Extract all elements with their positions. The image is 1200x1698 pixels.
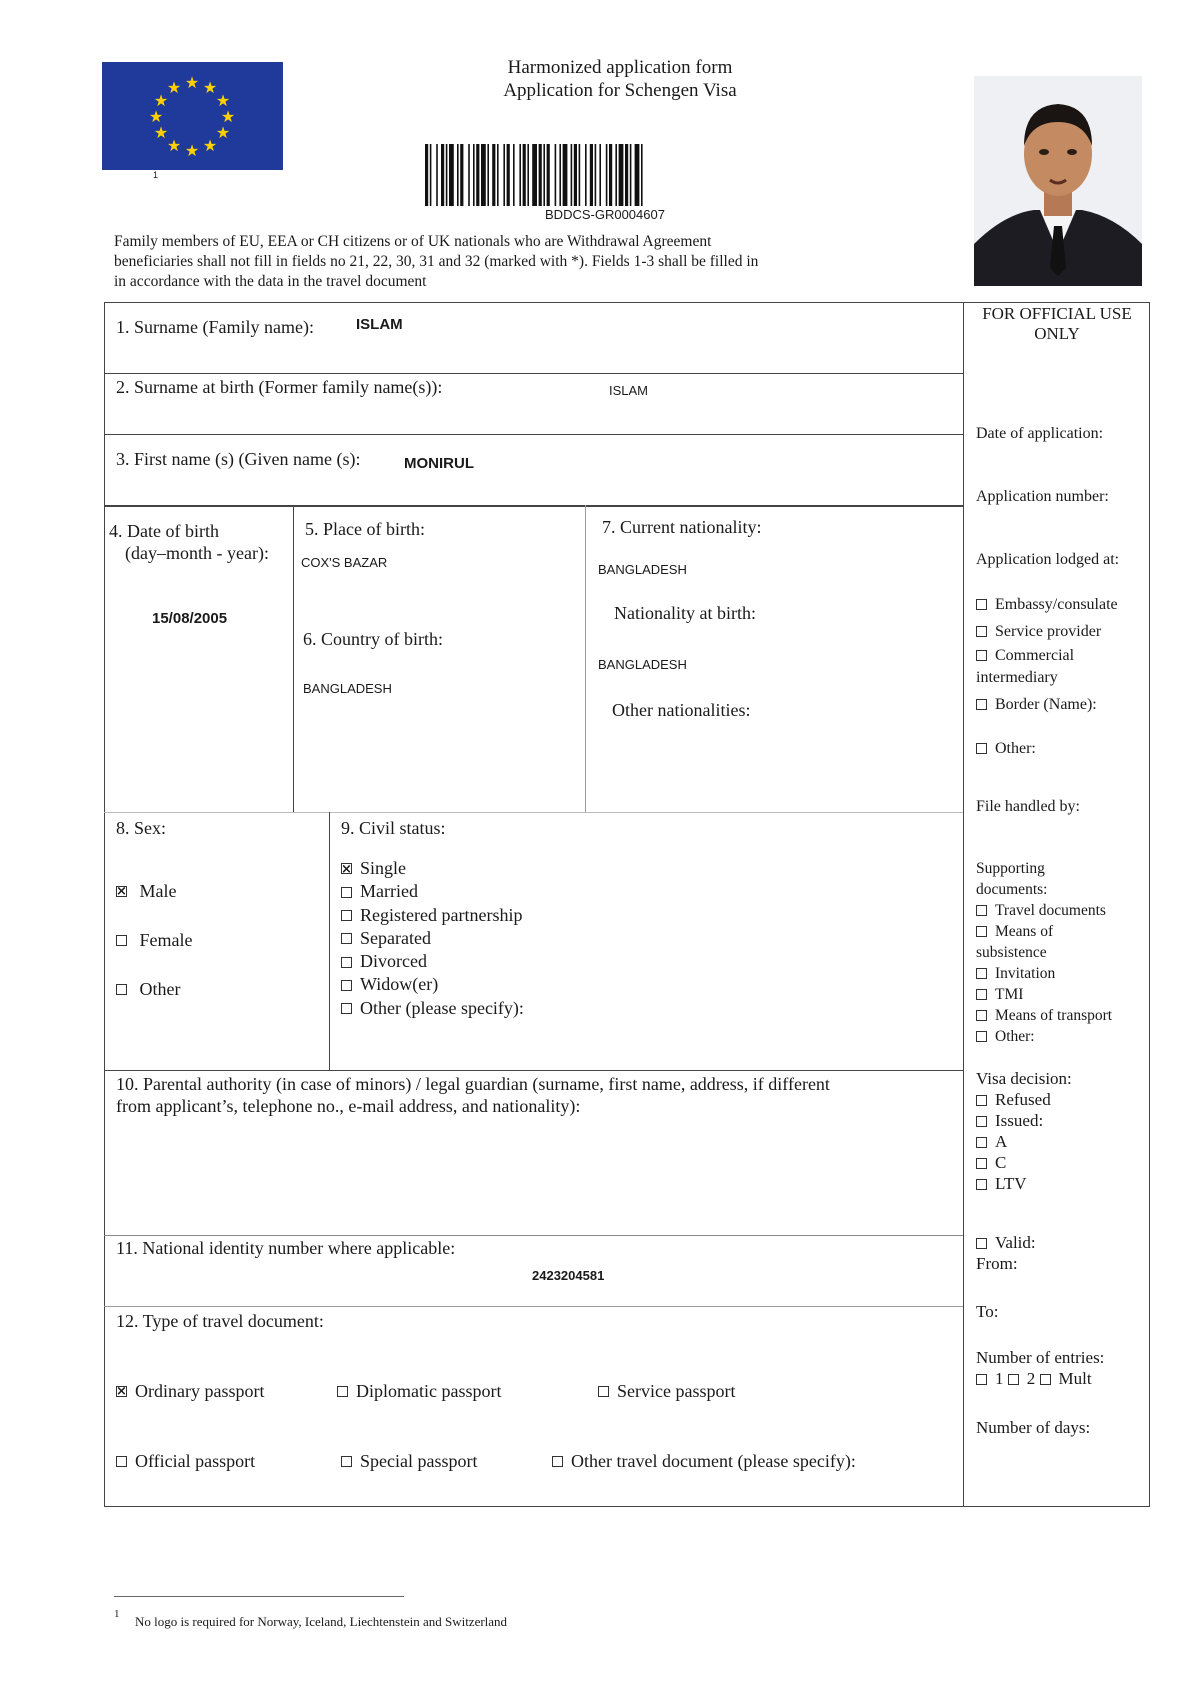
valid-checkbox[interactable] [976, 1232, 1036, 1253]
svg-text:★: ★ [220, 107, 236, 126]
valid-from [976, 1232, 1036, 1274]
nationality-at-birth-label: Nationality at birth: [614, 603, 756, 623]
parental-authority-label [116, 1073, 830, 1117]
visa-decision [976, 1068, 1072, 1194]
option-label: Registered partnership [360, 904, 523, 925]
option-label: Official passport [135, 1451, 256, 1471]
form-title [420, 56, 820, 102]
lodged-border[interactable] [976, 689, 1118, 721]
travel-doc-other[interactable] [552, 1450, 856, 1472]
option-label: 1 [995, 1369, 1004, 1388]
travel-doc-label: 12. Type of travel document: [116, 1311, 324, 1331]
file-handled-label: File handled by: [976, 798, 1080, 815]
civil-option-single[interactable] [341, 857, 524, 880]
decision-refused[interactable] [976, 1089, 1072, 1110]
option-label: Mult [1058, 1369, 1092, 1388]
svg-text:★: ★ [148, 107, 164, 126]
supporting-other[interactable] [976, 1026, 1112, 1047]
supporting-label-line: documents: [976, 881, 1048, 898]
option-label: TMI [995, 986, 1024, 1003]
application-number-label: Application number: [976, 488, 1109, 505]
checkbox-icon[interactable] [341, 1456, 352, 1467]
sex-label: 8. Sex: [116, 818, 167, 838]
nationality-label: 7. Current nationality: [602, 517, 762, 537]
checkbox-icon[interactable] [1008, 1374, 1019, 1385]
dob-label-line: 4. Date of birth [109, 521, 219, 541]
nationality-value[interactable]: BANGLADESH [598, 562, 687, 577]
civil-status-options [341, 857, 524, 1020]
option-label: Other: [995, 1028, 1035, 1045]
option-label: Refused [995, 1090, 1051, 1109]
supporting-means[interactable] [976, 921, 1112, 942]
supporting-travel-docs[interactable] [976, 900, 1112, 921]
option-label: Commercial [995, 647, 1075, 664]
entries-options [976, 1368, 1104, 1389]
checkbox-icon[interactable] [341, 957, 352, 968]
notice-line: in accordance with the data in the travel document [114, 273, 427, 290]
svg-text:★: ★ [202, 136, 218, 155]
civil-option-separated[interactable] [341, 927, 524, 950]
decision-ltv[interactable] [976, 1173, 1072, 1194]
lodged-service-provider[interactable] [976, 618, 1118, 645]
option-label: Divorced [360, 951, 427, 972]
checkbox-icon[interactable] [976, 699, 987, 710]
svg-text:★: ★ [202, 78, 218, 97]
checkbox-checked-icon[interactable] [116, 886, 127, 897]
number-of-days-label: Number of days: [976, 1418, 1091, 1437]
supporting-tmi[interactable] [976, 984, 1112, 1005]
checkbox-icon[interactable] [976, 1238, 987, 1249]
checkbox-checked-icon[interactable] [341, 863, 352, 874]
checkbox-icon[interactable] [976, 1374, 987, 1385]
travel-doc-official[interactable] [116, 1450, 255, 1472]
dob-label [109, 520, 269, 564]
svg-text:★: ★ [215, 123, 231, 142]
civil-option-partnership[interactable] [341, 904, 524, 927]
option-label: Travel documents [995, 902, 1106, 919]
parental-label-line: from applicant’s, telephone no., e-mail address, and nationality): [116, 1096, 581, 1116]
entries-label: Number of entries: [976, 1348, 1105, 1367]
eu-stars-icon [102, 62, 283, 170]
sex-option-female[interactable] [116, 929, 192, 951]
option-label: Other (please specify): [360, 997, 524, 1018]
option-label: A [995, 1132, 1008, 1151]
barcode [425, 144, 785, 206]
option-label: Means of transport [995, 1007, 1113, 1024]
checkbox-icon[interactable] [341, 933, 352, 944]
option-label: Female [139, 930, 193, 950]
option-label: Ordinary passport [135, 1381, 265, 1401]
flag-footnote-marker: 1 [153, 170, 159, 180]
supporting-label-line: Supporting [976, 860, 1045, 877]
national-id-value[interactable]: 2423204581 [532, 1268, 605, 1283]
checkbox-icon[interactable] [976, 599, 987, 610]
option-label: C [995, 1153, 1007, 1172]
civil-option-other[interactable] [341, 997, 524, 1020]
civil-status-label: 9. Civil status: [341, 818, 446, 838]
option-label: Issued: [995, 1111, 1044, 1130]
lodged-at-label: Application lodged at: [976, 551, 1120, 568]
option-label: Other: [995, 740, 1036, 757]
checkbox-icon[interactable] [116, 935, 127, 946]
checkbox-icon[interactable] [976, 926, 987, 937]
dob-value[interactable]: 15/08/2005 [152, 610, 228, 627]
checkbox-icon[interactable] [116, 1456, 127, 1467]
option-label: Border (Name): [995, 696, 1097, 713]
title-line-1: Harmonized application form [507, 57, 733, 78]
sex-option-male[interactable] [116, 880, 192, 902]
checkbox-icon[interactable] [976, 626, 987, 637]
option-label: Single [360, 858, 407, 878]
country-of-birth-label: 6. Country of birth: [303, 629, 443, 649]
checkbox-icon[interactable] [341, 887, 352, 898]
dob-label-line: (day–month - year): [125, 543, 269, 563]
option-label: Other [139, 979, 181, 999]
checkbox-icon[interactable] [976, 1179, 987, 1190]
checkbox-icon[interactable] [976, 1095, 987, 1106]
notice-text [114, 232, 758, 292]
parental-label-line: 10. Parental authority (in case of minors) / legal guardian (surname, first name, address, if different [116, 1074, 830, 1094]
option-label: Other travel document (please specify): [571, 1451, 856, 1471]
civil-option-widow[interactable] [341, 973, 524, 996]
option-label: LTV [995, 1174, 1027, 1193]
option-label: Diplomatic passport [356, 1381, 502, 1401]
valid-from-label: From: [976, 1254, 1018, 1273]
notice-line: beneficiaries shall not fill in fields no 21, 22, 30, 31 and 32 (marked with *). Fields 1-3 shall be filled in [114, 253, 759, 270]
option-label: Special passport [360, 1451, 478, 1471]
option-label: Service provider [995, 623, 1102, 640]
svg-text:★: ★ [166, 136, 182, 155]
entries-1[interactable] [976, 1369, 1004, 1388]
checkbox-icon[interactable] [976, 968, 987, 979]
checkbox-icon[interactable] [976, 1010, 987, 1021]
svg-text:★: ★ [153, 91, 169, 110]
first-name-label: 3. First name (s) (Given name (s): [116, 449, 361, 469]
svg-text:★: ★ [184, 73, 200, 92]
decision-c[interactable] [976, 1152, 1072, 1173]
sex-option-other[interactable] [116, 978, 192, 1000]
visa-decision-label: Visa decision: [976, 1069, 1072, 1088]
national-id-label: 11. National identity number where applicable: [116, 1238, 456, 1258]
nationality-at-birth-value[interactable]: BANGLADESH [598, 657, 687, 672]
surname-label: 1. Surname (Family name): [116, 317, 314, 337]
checkbox-icon[interactable] [598, 1386, 609, 1397]
lodged-other[interactable] [976, 733, 1118, 765]
checkbox-icon[interactable] [976, 1116, 987, 1127]
travel-doc-special[interactable] [341, 1450, 477, 1472]
svg-text:★: ★ [215, 91, 231, 110]
checkbox-icon[interactable] [976, 1137, 987, 1148]
footnote-text: No logo is required for Norway, Iceland, Liechtenstein and Switzerland [135, 1614, 508, 1629]
checkbox-icon[interactable] [116, 984, 127, 995]
entries-2[interactable] [1008, 1369, 1036, 1388]
checkbox-icon[interactable] [976, 1158, 987, 1169]
checkbox-icon[interactable] [1040, 1374, 1051, 1385]
lodged-embassy[interactable] [976, 591, 1118, 618]
country-of-birth-value[interactable]: BANGLADESH [303, 681, 392, 696]
supporting-invitation[interactable] [976, 963, 1112, 984]
checkbox-icon[interactable] [552, 1456, 563, 1467]
official-title-line: ONLY [1034, 324, 1080, 343]
svg-text:★: ★ [184, 141, 200, 160]
checkbox-icon[interactable] [976, 650, 987, 661]
option-label: Separated [360, 927, 431, 948]
title-line-2: Application for Schengen Visa [503, 80, 737, 101]
supporting-transport[interactable] [976, 1005, 1112, 1026]
option-label: Married [360, 881, 418, 902]
applicant-photo [974, 76, 1142, 286]
surname-at-birth-value[interactable]: ISLAM [609, 383, 649, 398]
svg-text:★: ★ [166, 78, 182, 97]
supporting-docs [976, 858, 1112, 1047]
option-label: Male [139, 881, 177, 901]
entries-mult[interactable] [1040, 1369, 1092, 1388]
checkbox-icon[interactable] [341, 980, 352, 991]
decision-a[interactable] [976, 1131, 1072, 1152]
civil-option-divorced[interactable] [341, 950, 524, 973]
option-label: Means of [995, 923, 1054, 940]
option-label: Widow(er) [360, 974, 439, 995]
checkbox-icon[interactable] [976, 905, 987, 916]
official-title-line: FOR OFFICIAL USE [982, 304, 1132, 323]
checkbox-icon[interactable] [976, 743, 987, 754]
option-label: Embassy/consulate [995, 596, 1118, 613]
surname-at-birth-label: 2. Surname at birth (Former family name(s)): [116, 377, 443, 397]
option-label: 2 [1026, 1369, 1036, 1388]
checkbox-icon[interactable] [976, 989, 987, 1000]
eu-flag-logo [102, 62, 283, 170]
decision-issued[interactable] [976, 1110, 1072, 1131]
lodged-intermediary-label: intermediary [976, 669, 1058, 686]
option-label: Valid: [995, 1233, 1036, 1252]
date-of-application-label: Date of application: [976, 425, 1104, 442]
surname-value[interactable]: ISLAM [356, 316, 403, 333]
notice-line: Family members of EU, EEA or CH citizens or of UK nationals who are Withdrawal Agreement [114, 233, 712, 250]
travel-doc-ordinary[interactable] [116, 1380, 264, 1402]
option-label: Service passport [617, 1381, 736, 1401]
checkbox-icon[interactable] [341, 910, 352, 921]
lodged-options [976, 591, 1118, 765]
checkbox-icon[interactable] [341, 1003, 352, 1014]
place-of-birth-label: 5. Place of birth: [305, 519, 425, 539]
travel-doc-diplomatic[interactable] [337, 1380, 501, 1402]
lodged-commercial[interactable] [976, 645, 1118, 667]
first-name-value[interactable]: MONIRUL [404, 455, 474, 472]
official-use-title [966, 304, 1148, 344]
checkbox-icon[interactable] [337, 1386, 348, 1397]
sex-options [116, 880, 192, 1000]
supporting-subsistence-label: subsistence [976, 944, 1047, 961]
number-of-entries [976, 1347, 1104, 1389]
checkbox-icon[interactable] [976, 1031, 987, 1042]
option-label: Invitation [995, 965, 1056, 982]
footnote-marker: 1 [114, 1608, 120, 1620]
svg-text:★: ★ [153, 123, 169, 142]
valid-to-label: To: [976, 1302, 999, 1321]
barcode-text: BDDCS-GR0004607 [545, 207, 665, 222]
civil-option-married[interactable] [341, 880, 524, 903]
checkbox-checked-icon[interactable] [116, 1386, 127, 1397]
place-of-birth-value[interactable]: COX'S BAZAR [301, 555, 388, 570]
travel-doc-service[interactable] [598, 1380, 735, 1402]
other-nationalities-label: Other nationalities: [612, 700, 751, 720]
